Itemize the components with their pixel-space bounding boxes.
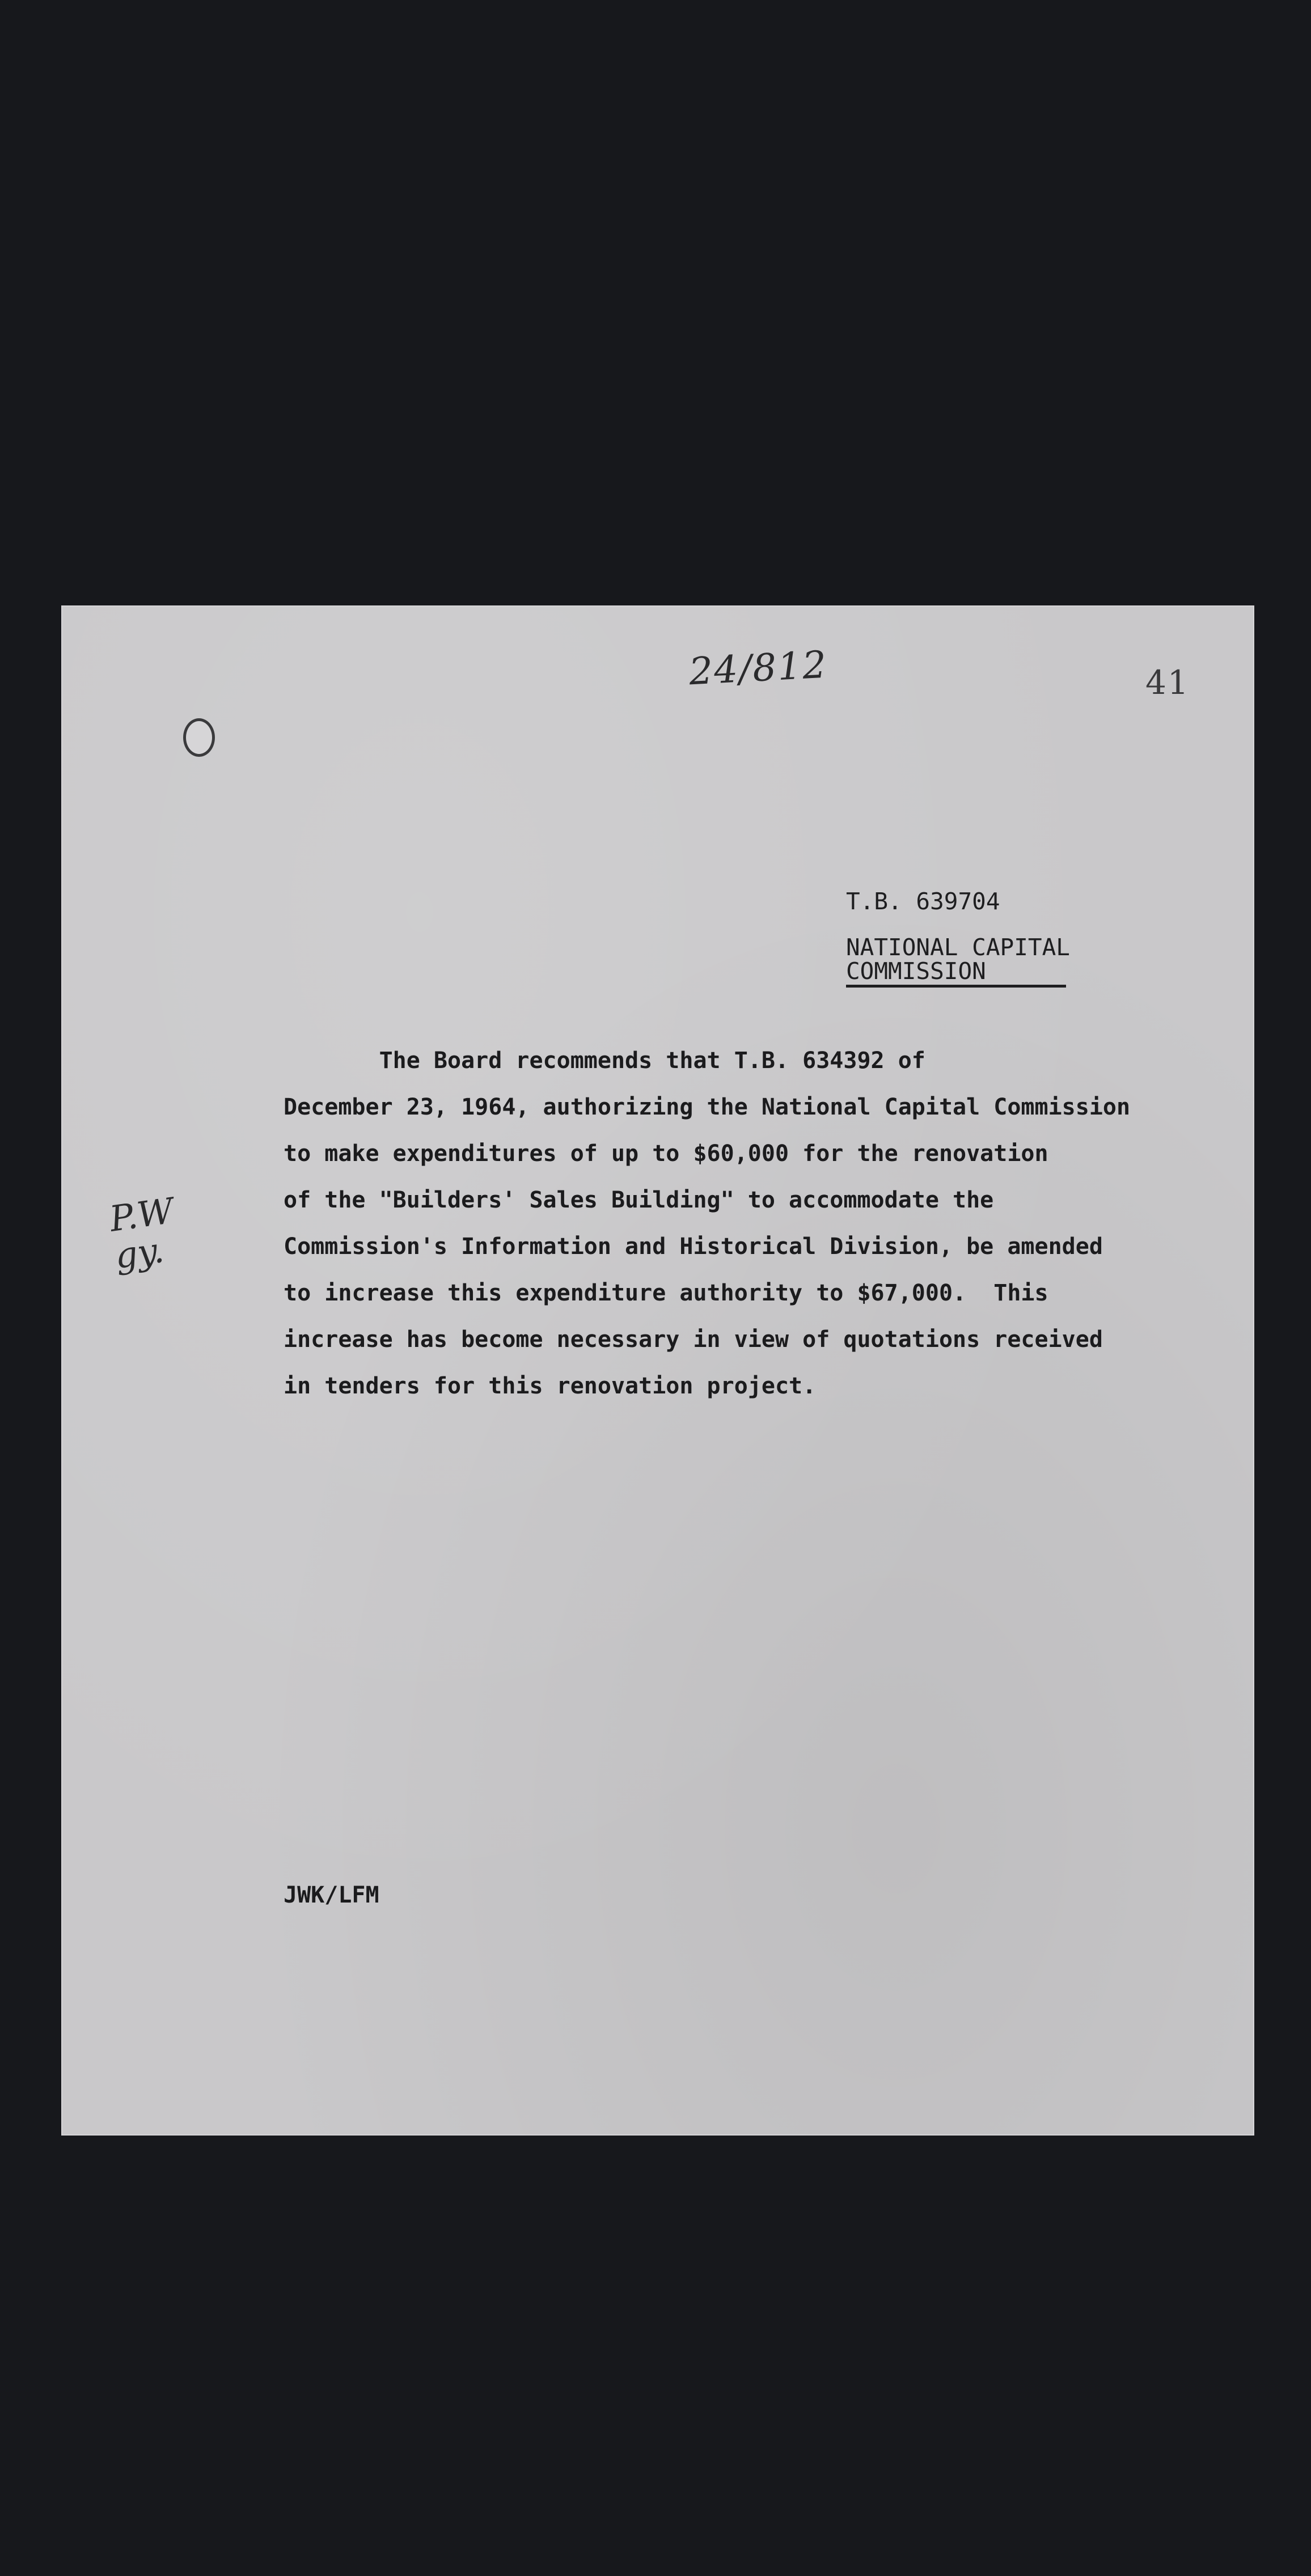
margin-note-line: P.W — [107, 1189, 176, 1240]
page-number: 41 — [1145, 663, 1190, 702]
body-line: The Board recommends that T.B. 634392 of — [284, 1048, 925, 1074]
department-line: NATIONAL CAPITAL — [846, 934, 1070, 961]
reference-block — [846, 890, 1070, 988]
department-line: COMMISSION — [846, 957, 986, 985]
department-underline — [846, 985, 1066, 988]
body-line: of the "Builders' Sales Building" to accommodate the — [284, 1187, 994, 1213]
body-line: to make expenditures of up to $60,000 for the renovation — [284, 1141, 1048, 1167]
handwritten-file-number: 24/812 — [688, 642, 829, 694]
body-line: to increase this expenditure authority to $67,000. This — [284, 1280, 1048, 1306]
punch-hole — [183, 718, 215, 757]
typist-initials: JWK/LFM — [284, 1882, 379, 1908]
margin-note-line: gy. — [112, 1228, 167, 1277]
body-line: increase has become necessary in view of quotations received — [284, 1327, 1103, 1353]
body-line: in tenders for this renovation project. — [284, 1373, 817, 1399]
body-line: Commission's Information and Historical Division, be amended — [284, 1234, 1103, 1260]
body-line: December 23, 1964, authorizing the National Capital Commission — [284, 1094, 1131, 1120]
handwritten-margin-note — [107, 1189, 181, 1277]
tb-reference-number: T.B. 639704 — [846, 888, 1000, 915]
recommendation-paragraph — [284, 1037, 1130, 1409]
